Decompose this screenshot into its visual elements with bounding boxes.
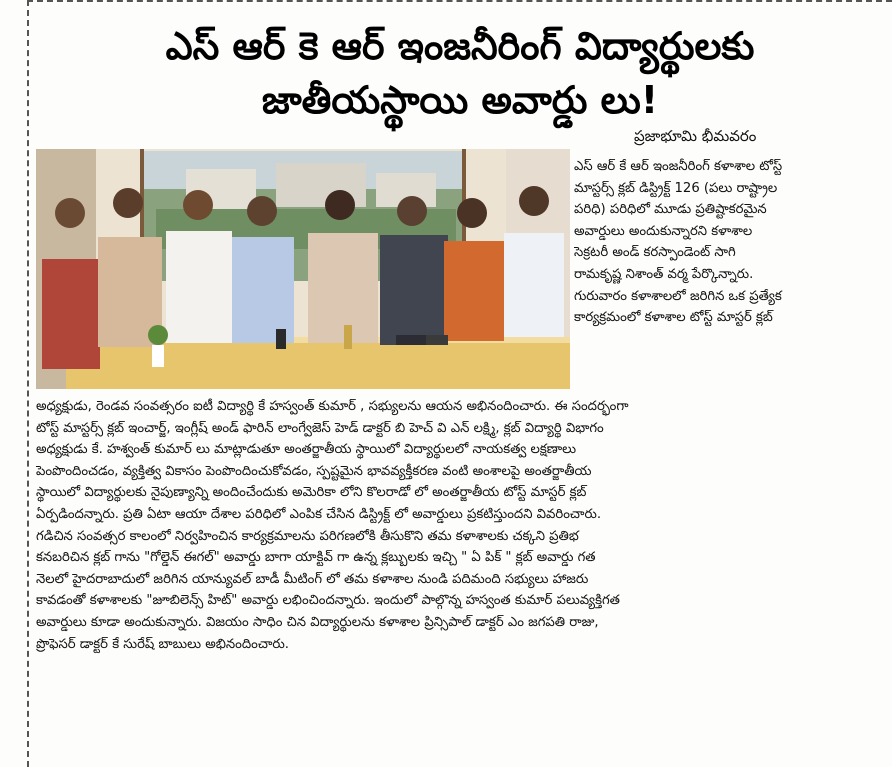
article-line: గడిచిన సంవత్సర కాలంలో నిర్వహించిన కార్యక్రమాలను పరిగణలోకి తీసుకొని తమ కళాశాలకు చక్కని ప్రతిభ bbox=[36, 528, 579, 544]
article-line: ఎస్ ఆర్ కే ఆర్ ఇంజనీరింగ్ కళాశాల టోస్ట్ bbox=[574, 159, 783, 174]
clipping-border-top bbox=[27, 0, 892, 5]
article-line: సెక్రటరీ అండ్ కరస్పాండెంట్ సాగి bbox=[574, 245, 736, 261]
article-line: ఏర్పడిందన్నారు. ప్రతి ఏటా ఆయా దేశాల పరిధిలో ఎంపిక చేసిన డిస్ట్రిక్ట్ లో అవార్డులు ప్రకటిస్తుందని వివరించారు. bbox=[36, 506, 602, 522]
article-right-column bbox=[574, 156, 886, 329]
article-line: అధ్యక్షుడు కే. హశ్వంత్ కుమార్ లు మాట్లాడుతూ అంతర్జాతీయ స్థాయిలో విద్యార్థులలో నాయకత్వ లక్షణాలు bbox=[36, 442, 577, 458]
byline: ప్రజాభూమి భీమవరం bbox=[634, 127, 757, 145]
article-line: గురువారం కళాశాలలో జరిగిన ఒక ప్రత్యేక bbox=[574, 288, 782, 304]
article-line: కావడంతో కళాశాలకు "జూబిలెన్స్ హిట్" అవార్డు లభించిందన్నారు. ఇందులో పాల్గొన్న హస్వంత కుమార్ పలువ్యక్తిగత bbox=[36, 593, 620, 609]
article-line: అవార్డులు అందుకున్నారని కళాశాల bbox=[574, 223, 753, 239]
award-group-photo bbox=[36, 149, 570, 389]
article-line: స్థాయిలో విద్యార్థులకు నైపుణ్యాన్ని అందించేందుకు అమెరికా లోని కొలరాడో లో అంతర్జాతీయ టోస్ట్ మాస్టర్ క్లబ్ bbox=[36, 485, 587, 501]
headline-line-2: జాతీయస్థాయి అవార్డు లు! bbox=[261, 78, 659, 122]
article-line: పరిధి) పరిధిలో మూడు ప్రతిష్టాకరమైన bbox=[574, 202, 767, 218]
article-line: కనబరిచిన క్లబ్ గాను "గోల్డెన్ ఈగల్" అవార్డు బాగా యాక్టివ్ గా ఉన్న క్లబ్బులకు ఇచ్చి " ఏ పిక్ " క్లబ్ అవార్డు గత bbox=[36, 550, 596, 566]
article-line: మాస్టర్స్ క్లబ్ డిస్ట్రిక్ట్ 126 (పలు రాష్ట్రాల bbox=[574, 180, 778, 196]
headline-line-1: ఎస్ ఆర్ కె ఆర్ ఇంజనీరింగ్ విద్యార్థులకు bbox=[165, 24, 755, 68]
news-photo bbox=[36, 149, 570, 389]
article-line: ప్రొఫెసర్ డాక్టర్ కే సురేష్ బాబులు అభినందించారు. bbox=[36, 636, 289, 652]
article-line: రామకృష్ణ నిశాంత్ వర్మ పేర్కొన్నారు. bbox=[574, 266, 754, 282]
article-body bbox=[36, 396, 886, 655]
article-line: పెంపొందించడం, వ్యక్తిత్వ వికాసం పెంపొందించుకోవడం, స్పష్టమైన భావవ్యక్తీకరణ వంటి అంశాలపై అంతర్జాతీయ bbox=[36, 463, 592, 479]
article-line: టోస్ట్ మాస్టర్స్ క్లబ్ ఇంచార్జ్, ఇంగ్లీష్ అండ్ ఫారిన్ లాంగ్వేజెస్ హెడ్ డాక్టర్ బి హెచ్ వి ఎన్ లక్ష్మి, క్లబ్ విద్యార్థి విభాగం bbox=[36, 420, 604, 436]
clipping-border-left bbox=[27, 0, 29, 767]
article-line: అధ్యక్షుడు, రెండవ సంవత్సరం ఐటీ విద్యార్థి కే హస్వంత్ కుమార్ , సభ్యులను ఆయన అభినందించారు. ఈ సందర్భంగా bbox=[36, 399, 629, 414]
article-line: కార్యక్రమంలో కళాశాల టోస్ట్ మాస్టర్ క్లబ్ bbox=[574, 310, 773, 326]
article-line: నెలలో హైదరాబాదులో జరిగిన యాన్యువల్ బాడీ మీటింగ్ లో తమ కళాశాల నుండి పదిమంది సభ్యులు హాజరు bbox=[36, 571, 589, 587]
article-line: అవార్డులు కూడా అందుకున్నారు. విజయం సాధిం చిన విద్యార్థులను కళాశాల ప్రిన్సిపాల్ డాక్టర్ ఎం జగపతి రాజు, bbox=[36, 614, 599, 630]
